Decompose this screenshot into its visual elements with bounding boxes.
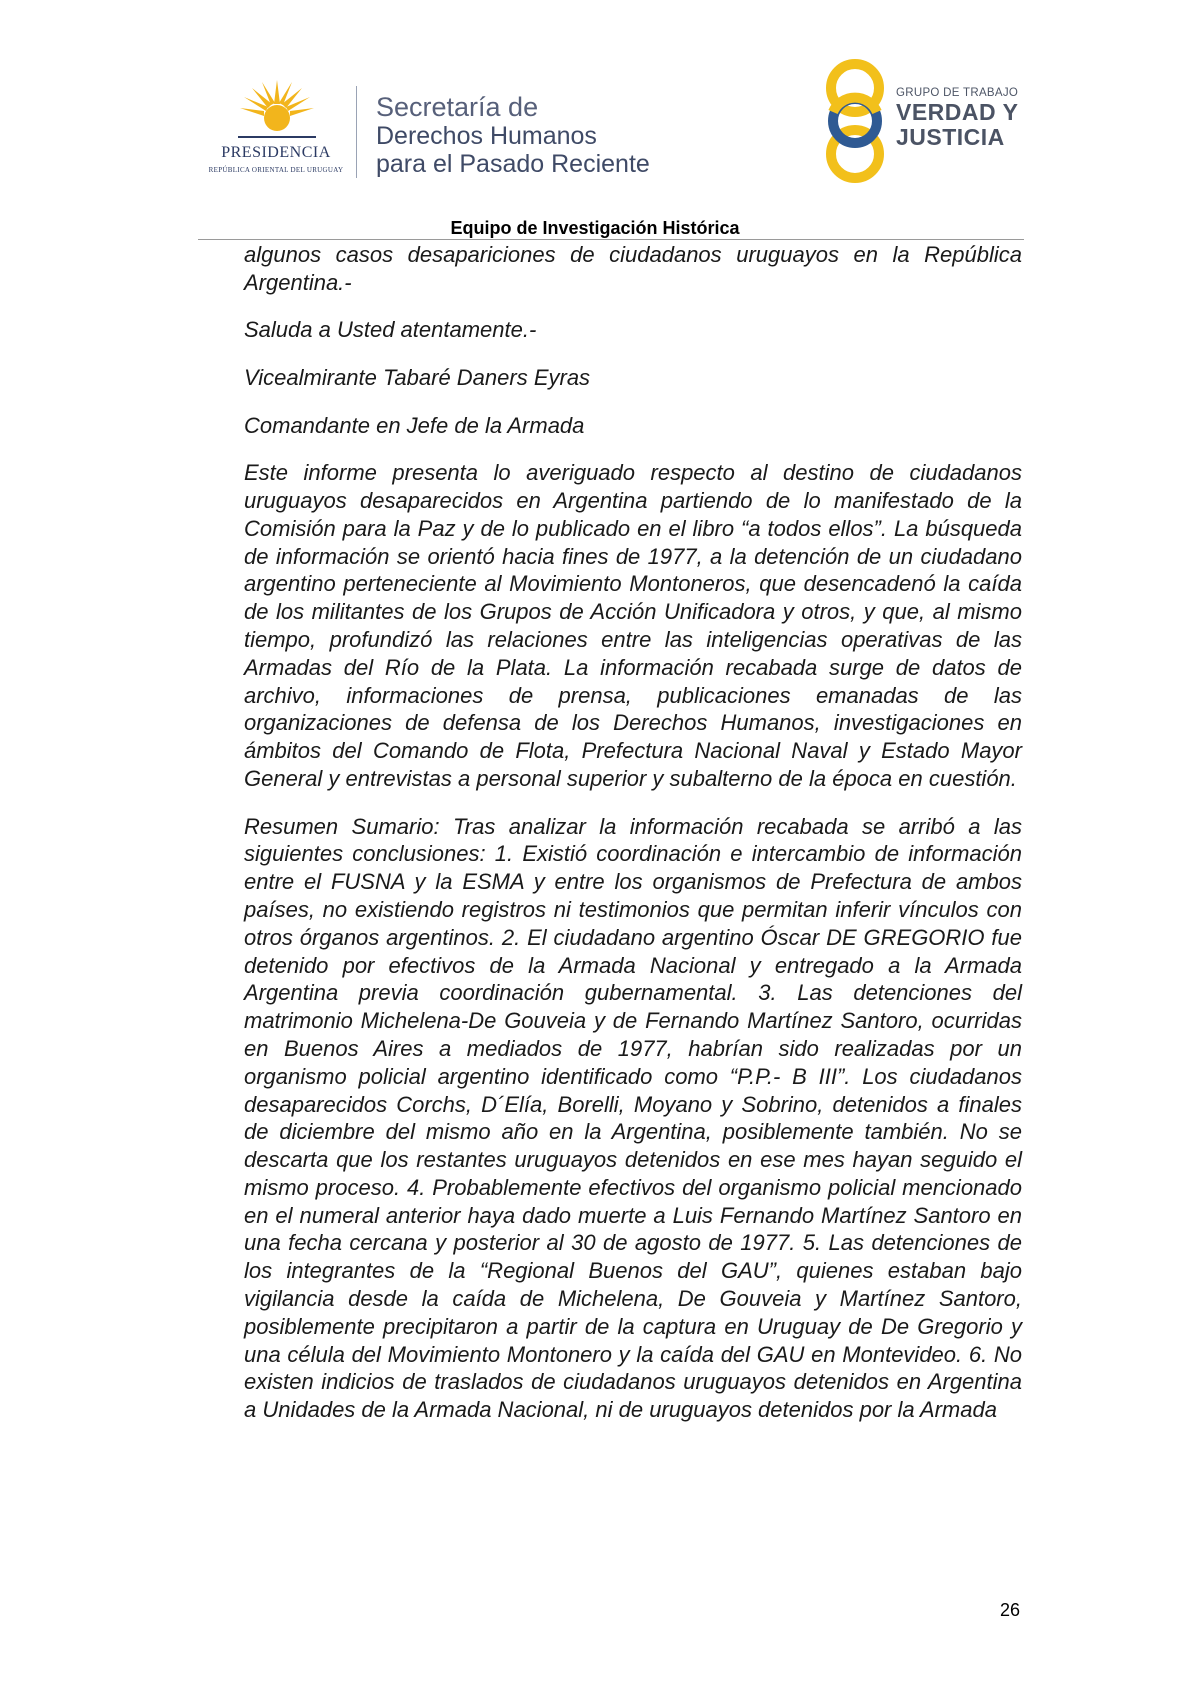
secretaria-line-1: Secretaría de [376,92,539,122]
secretaria-title [376,92,716,178]
paragraph-summary: Resumen Sumario: Tras analizar la información recabada se arribó a las siguientes conclusiones: 1. Existió coordinación e intercambio de información entre el FUSNA y la ESMA y entre los organismos de Prefectura de ambos países, no existiendo registros ni testimonios que permitan inferir vínculos con otros órganos argentinos. 2. El ciudadano argentino Óscar DE GREGORIO fue detenido por efectivos de la Armada Nacional y entregado a la Armada Argentina previa coordinación gubernamental. 3. Las detenciones del matrimonio Michelena-De Gouveia y de Fernando Martínez Santoro, ocurridas en Buenos Aires a mediados de 1977, habrían sido realizadas por un organismo policial argentino identificado como “P.P.- B III”. Los ciudadanos desaparecidos Corchs, D´Elía, Borelli, Moyano y Sobrino, detenidos a finales de diciembre del mismo año en la Argentina, posiblemente también. No se descarta que los restantes uruguayos detenidos en ese mes hayan seguido el mismo proceso. 4. Probablemente efectivos del organismo policial mencionado en el numeral anterior haya dado muerte a Luis Fernando Martínez Santoro en una fecha cercana y posterior al 30 de agosto de 1977. 5. Las detenciones de los integrantes de la “Regional Buenos del GAU”, quienes estaban bajo vigilancia desde la caída de Michelena, De Gouveia y Martínez Santoro, posiblemente precipitaron a partir de la captura en Uruguay de De Gregorio y una célula del Movimiento Montonero y la caída del GAU en Montevideo. 6. No existen indicios de traslados de ciudadanos uruguayos detenidos en Argentina a Unidades de la Armada Nacional, ni de uruguayos detenidos por la Armada [244,813,1022,1423]
paragraph-salutation: Saluda a Usted atentamente.- [244,317,537,343]
secretaria-line-3: para el Pasado Reciente [376,150,650,178]
sun-emblem-icon [238,78,316,142]
header-rule [198,239,1024,240]
presidencia-logo-subtitle: REPÚBLICA ORIENTAL DEL URUGUAY [208,166,344,174]
secretaria-line-2: Derechos Humanos [376,122,597,150]
paragraph-signatory-title: Comandante en Jefe de la Armada [244,412,585,438]
grupo-logo-line-2: VERDAD Y [896,99,1019,125]
page-number: 26 [1000,1600,1021,1620]
paragraph-signatory-name: Vicealmirante Tabaré Daners Eyras [244,364,591,390]
presidencia-logo [196,78,356,178]
body-text [244,241,1022,1444]
verdad-justicia-logo-text [896,86,1056,150]
grupo-logo-line-1: GRUPO DE TRABAJO [896,87,1019,99]
grupo-logo-line-3: JUSTICIA [896,124,1005,150]
presidencia-logo-name: PRESIDENCIA [221,144,331,161]
team-title: Equipo de Investigación Histórica [450,218,740,238]
verdad-justicia-rings-icon [820,58,890,184]
paragraph-report-intro: Este informe presenta lo averiguado respecto al destino de ciudadanos uruguayos desaparecidos en Argentina partiendo de lo manifestado de la Comisión para la Paz y de lo publicado en el libro “a todos ellos”. La búsqueda de información se orientó hacia fines de 1977, a la detención de un ciudadano argentino perteneciente al Movimiento Montoneros, que desencadenó la caída de los militantes de los Grupos de Acción Unificadora y otros, y que, al mismo tiempo, profundizó las relaciones entre las inteligencias operativas de las Armadas del Río de la Plata. La información recabada surge de datos de archivo, informaciones de prensa, publicaciones emanadas de las organizaciones de defensa de los Derechos Humanos, investigaciones en ámbitos del Comando de Flota, Prefectura Nacional Naval y Estado Mayor General y entrevistas a personal superior y subalterno de la época en cuestión. [244,460,1022,791]
header-divider [356,86,357,178]
paragraph-closing-line: algunos casos desapariciones de ciudadanos uruguayos en la República Argentina.- [244,242,1022,295]
